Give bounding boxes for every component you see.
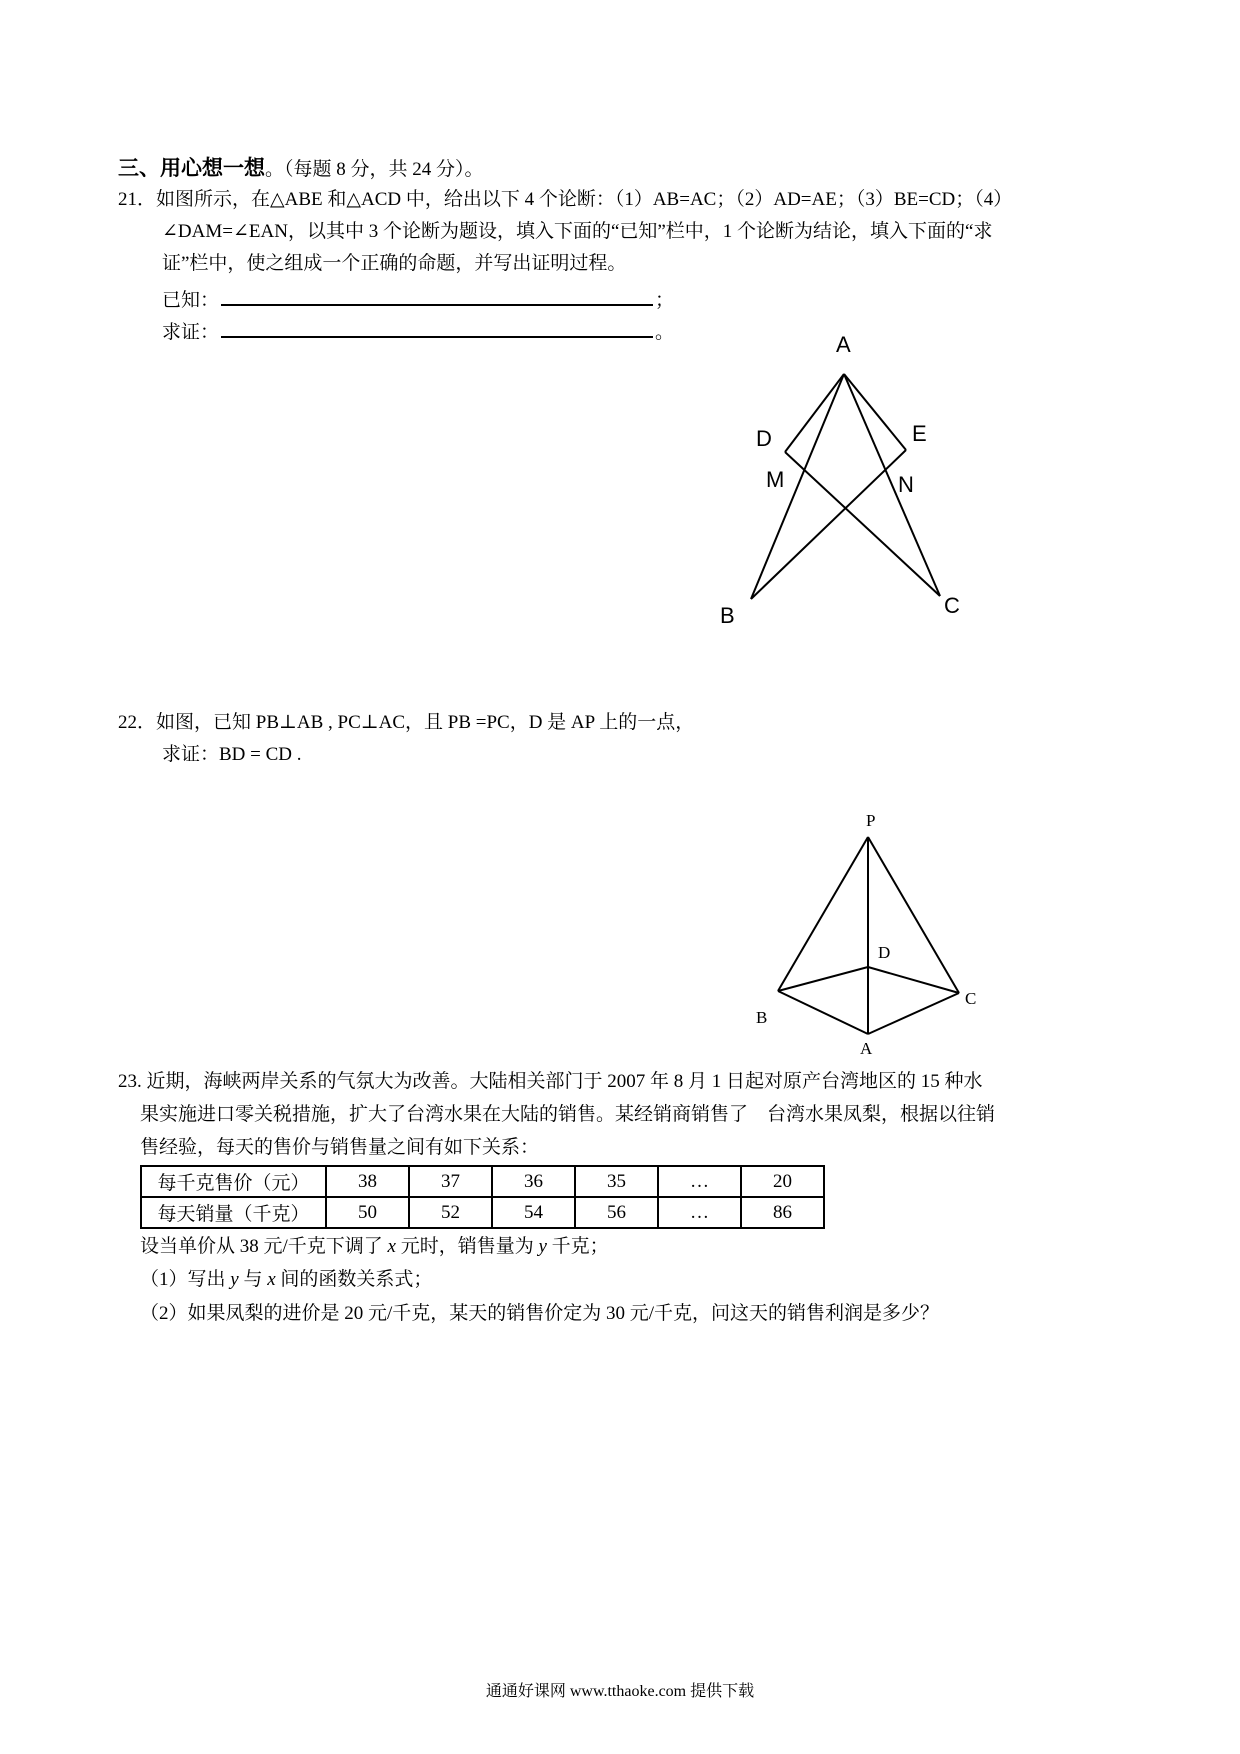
segment-dc — [785, 452, 940, 596]
table-cell: 56 — [575, 1197, 658, 1228]
section-scoring: 。（每题 8 分，共 24 分）。 — [265, 159, 484, 180]
q22-line-1: 22．如图，已知 PB⊥AB , PC⊥AC，且 PB =PC，D 是 AP 上的一点， — [118, 712, 695, 733]
label-d2: D — [878, 943, 891, 962]
q23-setup: 设当单价从 38 元/千克下调了 x 元时，销售量为 y 千克； — [140, 1236, 609, 1257]
row-label: 每千克售价（元） — [141, 1166, 326, 1197]
table-row — [141, 1197, 824, 1228]
label-b: B — [720, 603, 735, 628]
given-label: 已知： — [162, 290, 220, 311]
segment-ad — [785, 374, 844, 452]
prove-label: 求证： — [162, 322, 220, 343]
segment-ae — [844, 374, 906, 450]
q23-line-3: 售经验，每天的售价与销售量之间有如下关系： — [140, 1137, 540, 1158]
label-e: E — [912, 421, 927, 446]
table-cell: 38 — [326, 1166, 409, 1197]
label-p: P — [866, 811, 876, 830]
segment-ab — [751, 374, 844, 599]
price-sales-table — [140, 1165, 825, 1229]
q21-line-2: ∠DAM=∠EAN，以其中 3 个论断为题设，填入下面的“已知”栏中，1 个论断为结论，填入下面的“求 — [162, 221, 993, 242]
table-cell: 35 — [575, 1166, 658, 1197]
label-n: N — [898, 472, 914, 497]
row-label: 每天销量（千克） — [141, 1197, 326, 1228]
label-d: D — [756, 426, 772, 451]
q21-line-3: 证”栏中，使之组成一个正确的命题，并写出证明过程。 — [162, 253, 627, 274]
label-c2: C — [965, 989, 977, 1008]
q22-line-2: 求证：BD = CD . — [162, 744, 302, 765]
q23-line-2: 果实施进口零关税措施，扩大了台湾水果在大陆的销售。某经销商销售了 台湾水果凤梨，根据以往销 — [140, 1104, 996, 1125]
table-cell: 37 — [409, 1166, 492, 1197]
segment-ac — [844, 374, 940, 596]
prove-end: 。 — [655, 322, 675, 343]
q23-part-1: （1）写出 y 与 x 间的函数关系式； — [140, 1269, 433, 1290]
label-m: M — [766, 467, 785, 492]
table-cell: 54 — [492, 1197, 575, 1228]
table-cell: … — [658, 1197, 741, 1228]
q21-line-1: 21．如图所示，在△ABE 和△ACD 中，给出以下 4 个论断：（1）AB=AC；（2）AD=AE；（3）BE=CD；（4） — [118, 189, 1013, 210]
q23-part-2: （2）如果凤梨的进价是 20 元/千克，某天的销售价定为 30 元/千克，问这天的销售利润是多少？ — [140, 1303, 940, 1324]
q23-line-1: 23. 近期，海峡两岸关系的气氛大为改善。大陆相关部门于 2007 年 8 月 1 日起对原产台湾地区的 15 种水 — [118, 1071, 983, 1092]
footer: 通通好课网 www.tthaoke.com 提供下载 — [485, 1683, 755, 1700]
table-cell: 50 — [326, 1197, 409, 1228]
given-end: ； — [655, 290, 675, 311]
table-row — [141, 1166, 824, 1197]
q22-figure — [778, 837, 959, 1034]
label-c: C — [944, 593, 960, 618]
table-cell: 36 — [492, 1166, 575, 1197]
table-cell: 86 — [741, 1197, 824, 1228]
label-a: A — [836, 332, 851, 357]
table-cell: … — [658, 1166, 741, 1197]
label-b2: B — [756, 1008, 768, 1027]
table-cell: 20 — [741, 1166, 824, 1197]
label-a2: A — [860, 1039, 873, 1058]
table-cell: 52 — [409, 1197, 492, 1228]
section-title: 三、用心想一想 — [118, 156, 265, 180]
